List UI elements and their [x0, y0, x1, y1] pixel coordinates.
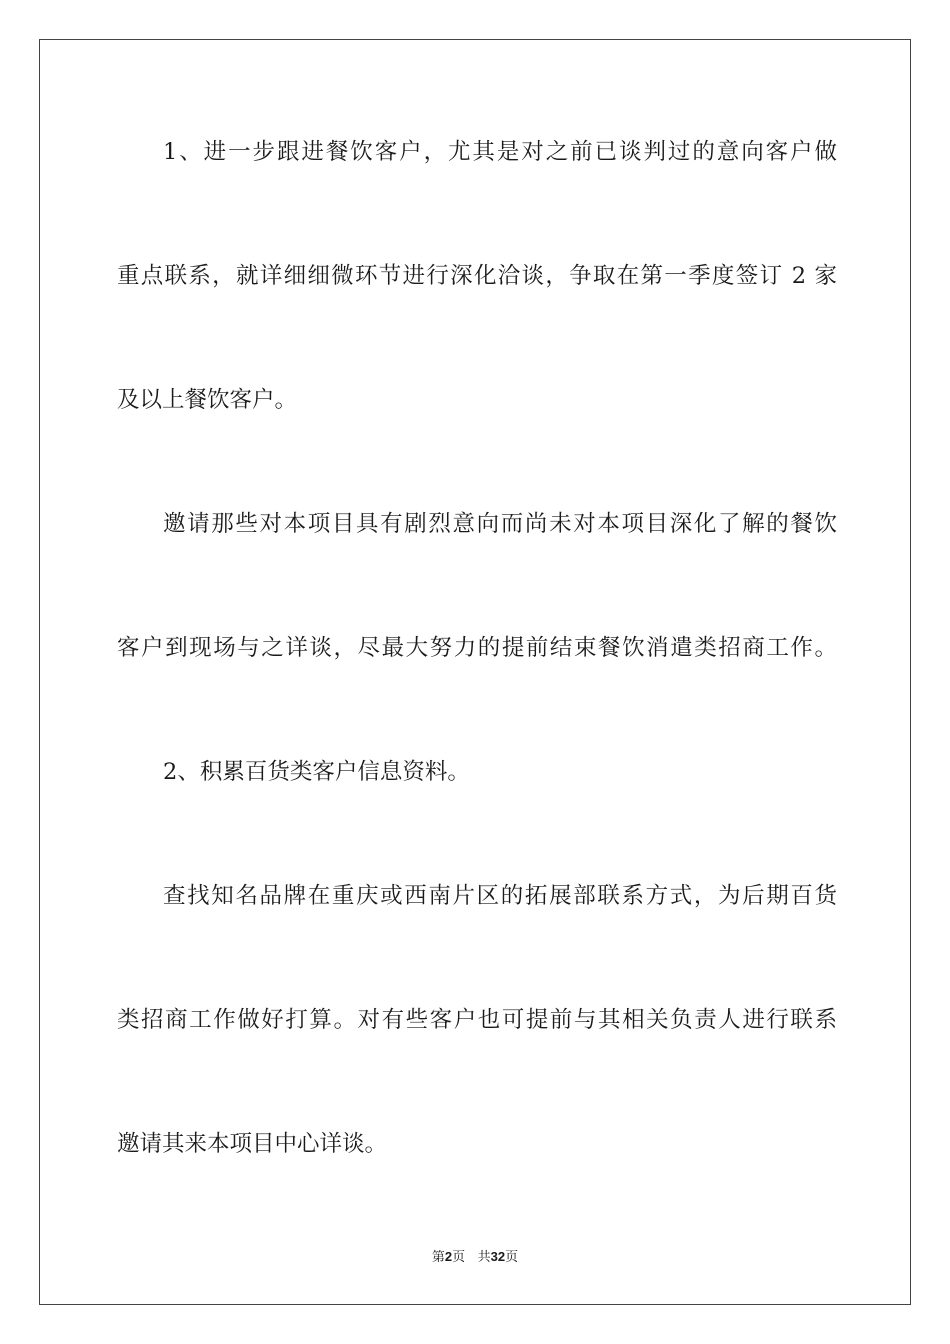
paragraph-line-2: 重点联系，就详细细微环节进行深化洽谈，争取在第一季度签订 2 家 [117, 263, 837, 289]
footer-total-suffix: 页 [505, 1250, 519, 1265]
paragraph-line-6: 2、积累百货类客户信息资料。 [163, 759, 470, 785]
page-footer [0, 1246, 950, 1265]
paragraph-line-7: 查找知名品牌在重庆或西南片区的拓展部联系方式，为后期百货 [163, 883, 837, 909]
page-border [39, 39, 911, 1305]
footer-page-prefix: 第 [431, 1250, 445, 1265]
footer-total-pages: 32 [490, 1249, 506, 1264]
paragraph-line-3: 及以上餐饮客户。 [117, 387, 298, 413]
footer-page-number: 2 [444, 1249, 453, 1264]
footer-page-suffix: 页 [452, 1250, 466, 1265]
footer-total-prefix: 共 [477, 1250, 491, 1265]
paragraph-line-4: 邀请那些对本项目具有剧烈意向而尚未对本项目深化了解的餐饮 [163, 511, 837, 537]
paragraph-line-9: 邀请其来本项目中心详谈。 [117, 1131, 388, 1157]
paragraph-line-8: 类招商工作做好打算。对有些客户也可提前与其相关负责人进行联系 [117, 1007, 837, 1033]
paragraph-line-1: 1、进一步跟进餐饮客户，尤其是对之前已谈判过的意向客户做 [163, 139, 837, 165]
paragraph-line-5: 客户到现场与之详谈，尽最大努力的提前结束餐饮消遣类招商工作。 [117, 635, 837, 661]
